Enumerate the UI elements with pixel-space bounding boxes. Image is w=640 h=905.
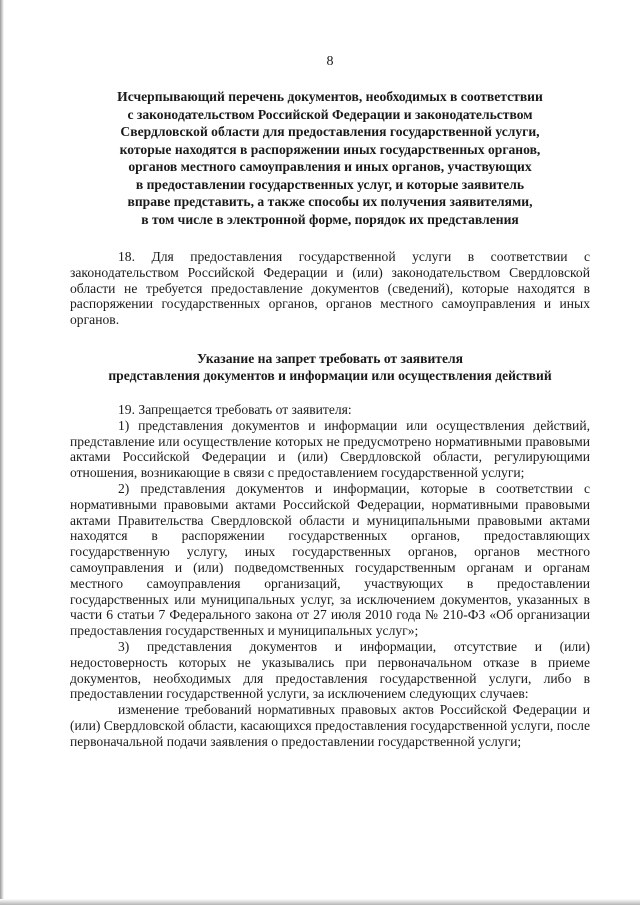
- heading-line: которые находятся в распоряжении иных государственных органов,: [119, 141, 541, 157]
- list-item-3: 3) представления документов и информации, отсутствие и (или) недостоверность которых не указывались при первоначальном отказе в приеме документов, необходимых для предоставления государственной услуги, либо в предоставлении государственной услуги, за исключением следующих случаев:: [70, 638, 590, 702]
- page-number: 8: [326, 54, 334, 69]
- scan-edge-bottom: [0, 899, 640, 905]
- heading-line: с законодательством Российской Федерации и законодательством: [127, 106, 533, 122]
- heading-line: органов местного самоуправления и иных органов, участвующих: [128, 159, 532, 174]
- heading-line: вправе представить, а также способы их получения заявителями,: [127, 194, 533, 209]
- paragraph-18: 18. Для предоставления государственной услуги в соответствии с законодательством Российской Федерации и (или) законодательством Свердловской области не требуется предоставление документов (сведений), которые находятся в распоряжении государственных органов, органов местного самоуправления и иных органов.: [70, 249, 590, 328]
- heading-line: в предоставлении государственных услуг, и которые заявитель: [135, 176, 525, 192]
- list-item-3-case: изменение требований нормативных правовых актов Российской Федерации и (или) Свердловской области, касающихся предоставления государственной услуги, после первоначальной подачи заявления о предоставлении государственной услуги;: [70, 702, 590, 749]
- list-item-2: 2) представления документов и информации, которые в соответствии с нормативными правовыми актами Российской Федерации, нормативными правовыми актами Правительства Свердловской области и муниципальными правовыми актами находятся в распоряжении государственных органов, предоставляющих государственную услугу, иных государственных органов, органов местного самоуправления и (или) подведомственных государственным органам и органам местного самоуправления организаций, участвующих в предоставлении государственных или муниципальных услуг, за исключением документов, указанных в части 6 статьи 7 Федерального закона от 27 июля 2010 года № 210-ФЗ «Об организации предоставления государственных и муниципальных услуг»;: [70, 480, 590, 639]
- heading-line: Свердловской области для предоставления государственной услуги,: [120, 124, 540, 139]
- heading-line: Указание на запрет требовать от заявителя: [197, 350, 463, 366]
- section-heading-documents: [70, 88, 590, 228]
- scan-edge: [0, 0, 4, 905]
- list-item-1: 1) представления документов и информации или осуществления действий, представление или осуществление которых не предусмотрено нормативными правовыми актами Российской Федерации и (или) Свердловской области, регулирующими отношения, возникающие в связи с предоставлением государственной услуги;: [70, 417, 590, 481]
- section-heading-prohibition: [70, 350, 590, 385]
- heading-line: представления документов и информации или осуществления действий: [108, 368, 552, 384]
- heading-line: в том числе в электронной форме, порядок их представления: [141, 211, 519, 227]
- document-page: [70, 54, 590, 750]
- paragraph-19: 19. Запрещается требовать от заявителя:: [118, 401, 352, 417]
- heading-line: Исчерпывающий перечень документов, необходимых в соответствии: [117, 89, 543, 104]
